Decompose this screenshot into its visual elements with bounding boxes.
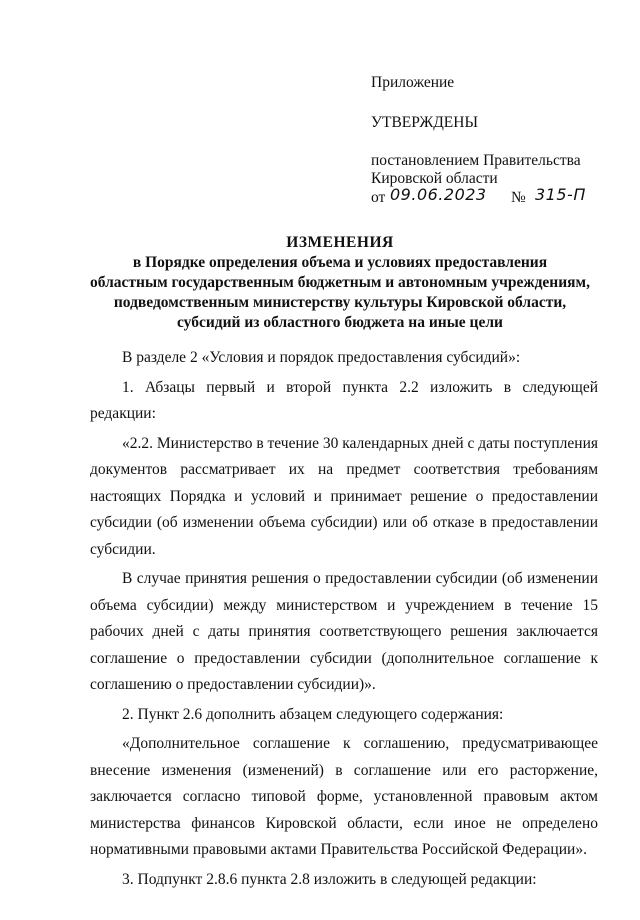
document-subtitle-line-2: областным государственным бюджетным и автономным учреждениям,	[89, 274, 590, 291]
document-title: ИЗМЕНЕНИЯ	[286, 234, 394, 251]
body-paragraph: 2. Пункт 2.6 дополнить абзацем следующего содержания:	[122, 705, 504, 723]
approval-block	[371, 74, 621, 210]
date-prefix: от	[371, 189, 386, 206]
approved-label: УТВЕРЖДЕНЫ	[371, 114, 478, 131]
appendix-label: Приложение	[371, 74, 455, 91]
document-subtitle-line-4: субсидий из областного бюджета на иные цели	[176, 314, 503, 331]
number-prefix: №	[511, 189, 526, 206]
document-subtitle-line-3: подведомственным министерству культуры Кировской области,	[113, 294, 567, 311]
decree-date-number-line	[371, 185, 621, 210]
approved-by-line: постановлением Правительства	[371, 152, 581, 169]
body-paragraph: В разделе 2 «Условия и порядок предоставления субсидий»:	[122, 349, 521, 366]
body-paragraph: 3. Подпункт 2.8.6 пункта 2.8 изложить в следующей редакции:	[122, 870, 537, 888]
document-title-block	[60, 233, 620, 333]
document-body	[90, 345, 598, 893]
decree-date: 09.06.2023	[390, 185, 487, 204]
decree-number: 315-П	[535, 185, 586, 204]
body-paragraph: «2.2. Министерство в течение 30 календарных дней с даты поступления документов рассматривает их на предмет соответствия требованиям настоящих Порядка и условий и принимает решение о предоставлении субсидии (об изменении объема субсидии) или об отказе в предоставлении субсидии.	[90, 434, 598, 558]
body-paragraph: В случае принятия решения о предоставлении субсидии (об изменении объема субсидии) между министерством и учреждением в течение 15 рабочих дней с даты принятия соответствующего решения заключается соглашение о предоставлении субсидии (дополнительное соглашение к соглашению о предоставлении субсидии)».	[90, 570, 598, 693]
document-subtitle-line-1: в Порядке определения объема и условиях предоставления	[132, 254, 548, 271]
body-paragraph: «Дополнительное соглашение к соглашению, предусматривающее внесение изменения (изменений) в соглашение или его расторжение, заключается согласно типовой форме, установленной правовым актом министерства финансов Кировской области, если иное не определено нормативными правовыми актами Правительства Российской Федерации».	[90, 735, 598, 858]
body-paragraph: 1. Абзацы первый и второй пункта 2.2 изложить в следующей редакции:	[90, 378, 598, 422]
approved-region-line: Кировской области	[371, 170, 498, 187]
